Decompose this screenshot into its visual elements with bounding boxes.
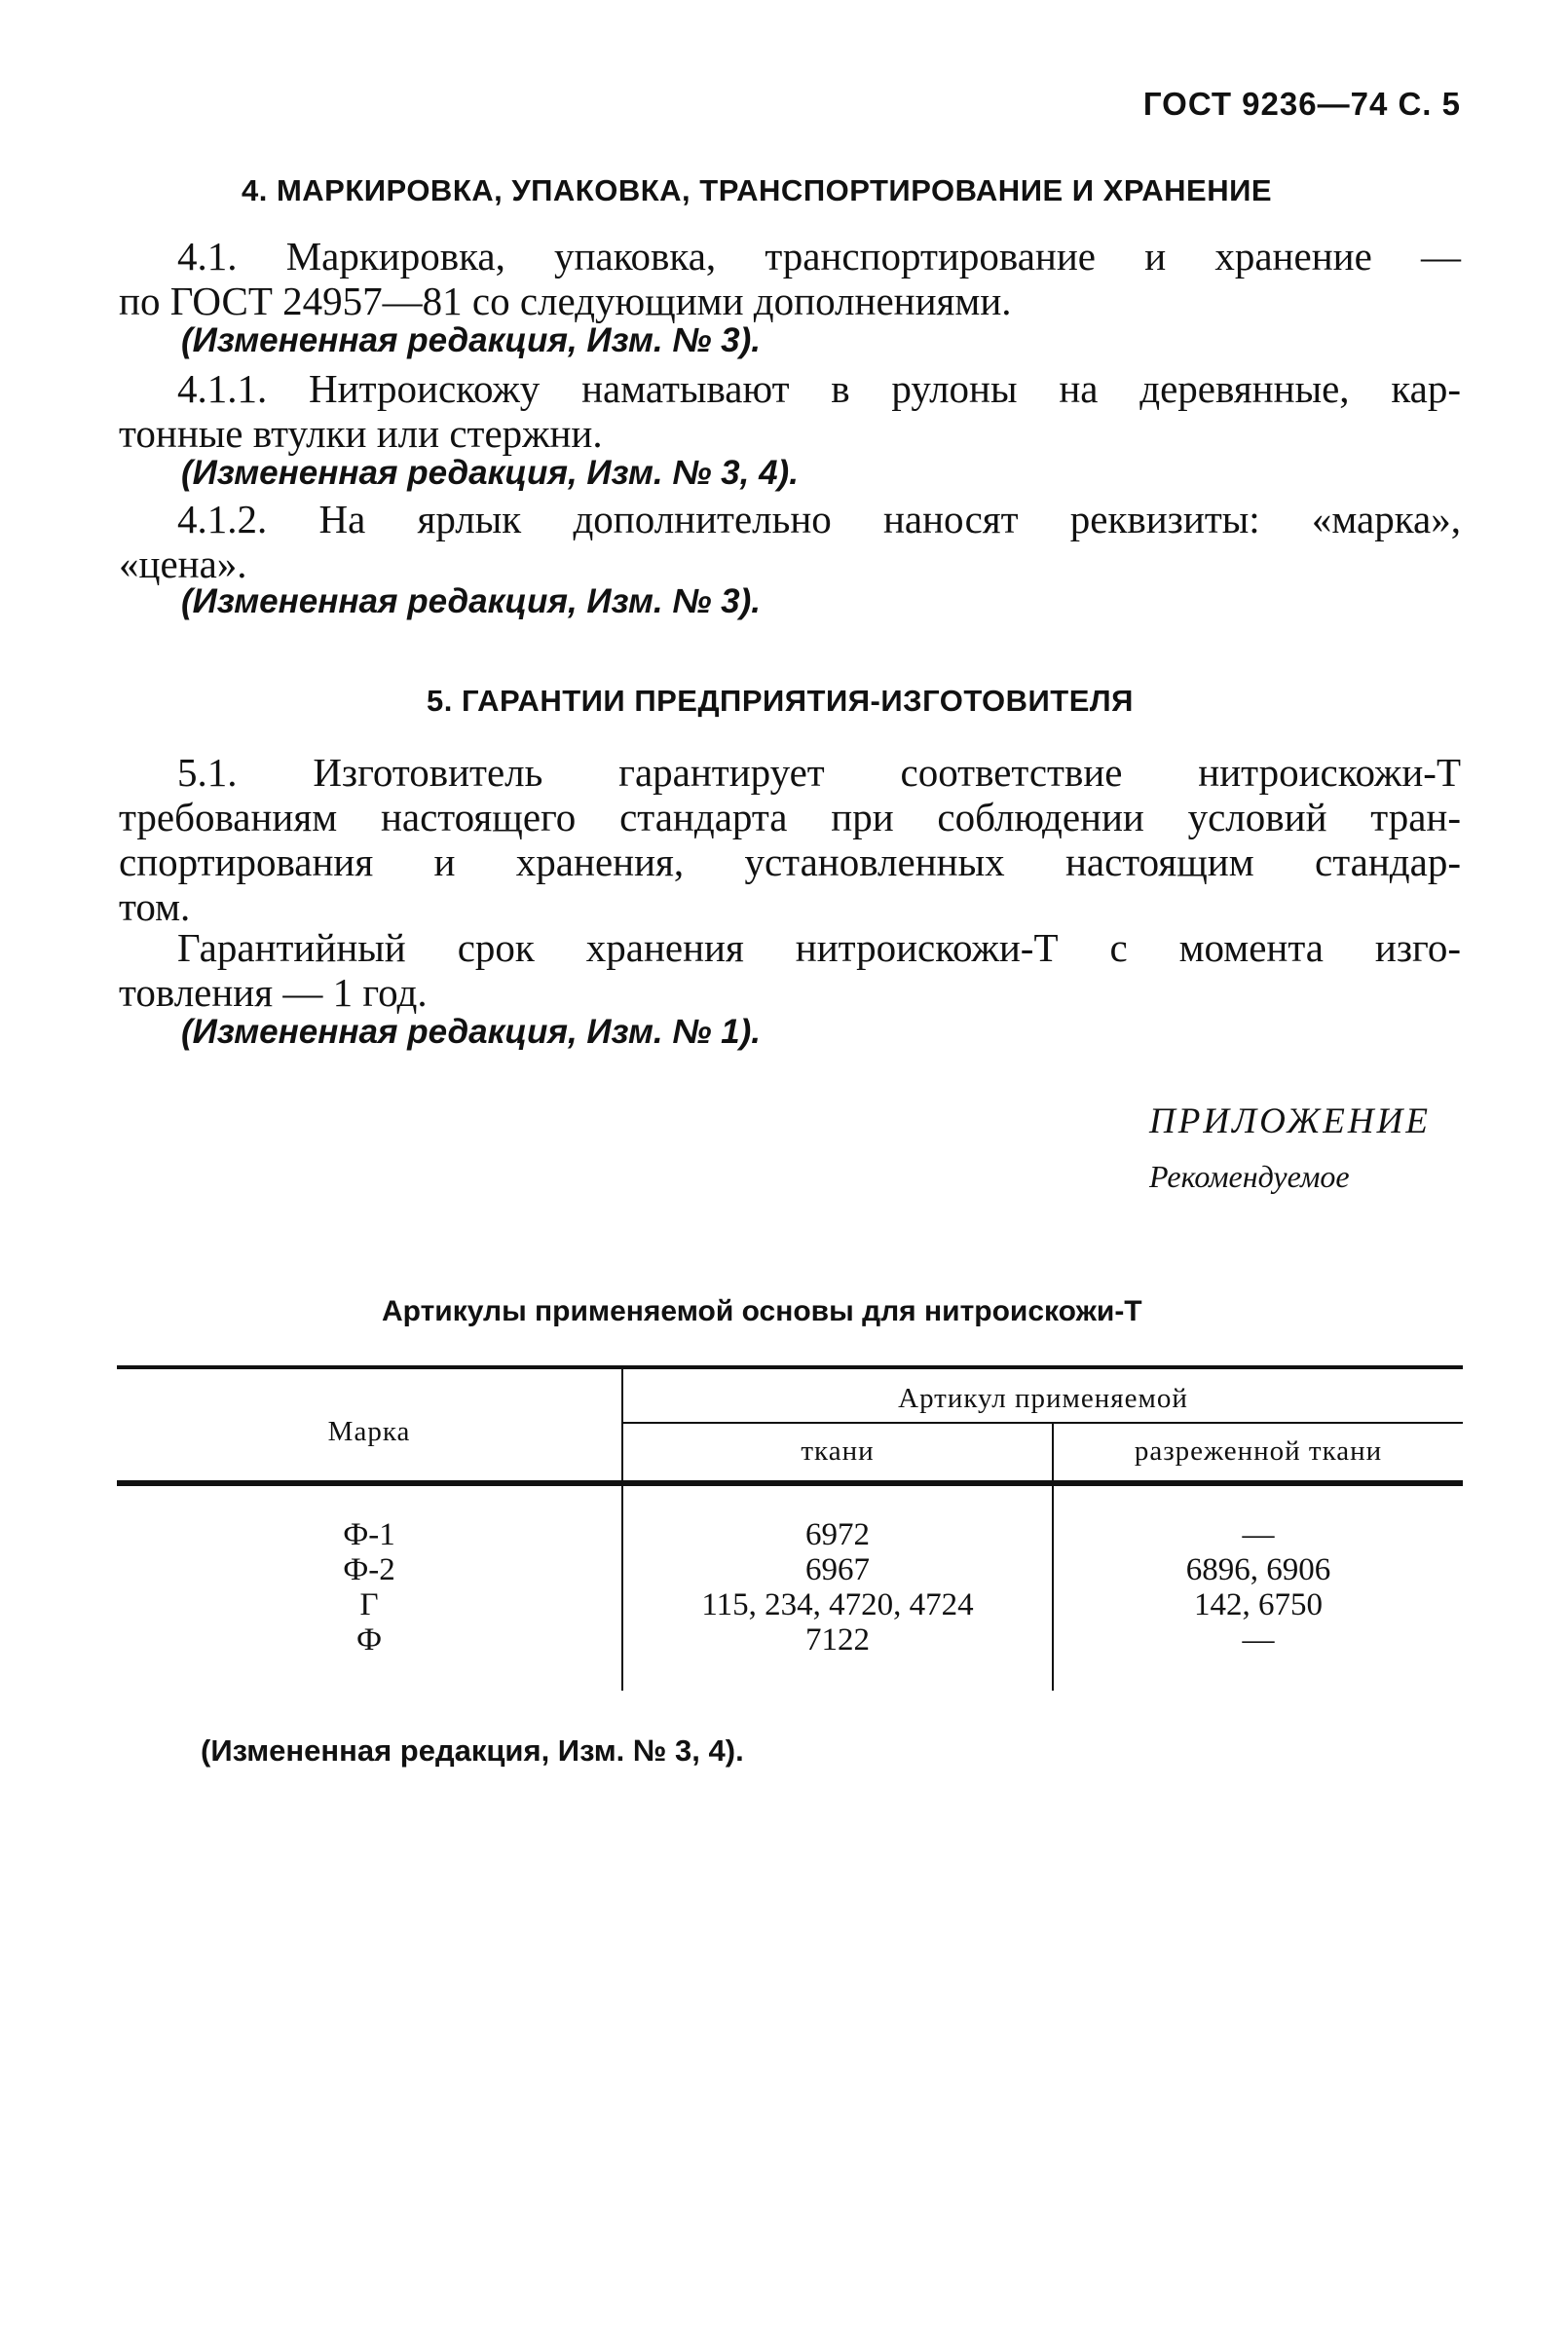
appendix-subtitle: Рекомендуемое [1149, 1159, 1350, 1194]
paragraph-line: спортирования и хранения, установленных настоящим стандар- [119, 839, 1461, 884]
paragraph-line: 5.1. Изготовитель гарантирует соответствие нитроискожи-Т [177, 750, 1461, 795]
table-cell: Ф [355, 1622, 383, 1658]
header-split-rule [623, 1422, 1463, 1424]
page-header: ГОСТ 9236—74 С. 5 [1142, 86, 1461, 122]
section-4-heading: 4. МАРКИРОВКА, УПАКОВКА, ТРАНСПОРТИРОВАНИЕ И ХРАНЕНИЕ [242, 173, 1273, 207]
revision-note: (Измененная редакция, Изм. № 3). [181, 582, 762, 620]
mark-column [117, 1517, 621, 1658]
paragraph-line: «цена». [119, 541, 247, 586]
revision-note: (Измененная редакция, Изм. № 3, 4). [181, 454, 799, 492]
table-cell: 7122 [805, 1622, 870, 1658]
paragraph-4-1 [119, 234, 1461, 323]
paragraph-4-1-2 [119, 497, 1461, 586]
table-cell: Ф-2 [343, 1552, 395, 1587]
paragraph-line: Гарантийный срок хранения нитроискожи-Т с момента изго- [177, 925, 1461, 970]
appendix-title: ПРИЛОЖЕНИЕ [1149, 1101, 1431, 1141]
column-header-group: Артикул применяемой [898, 1383, 1188, 1414]
table-cell: 6896, 6906 [1185, 1552, 1331, 1587]
table-cell: — [1242, 1622, 1275, 1658]
section-5-heading: 5. ГАРАНТИИ ПРЕДПРИЯТИЯ-ИЗГОТОВИТЕЛЯ [427, 684, 1134, 718]
articles-table [117, 1365, 1463, 1696]
paragraph-5-2 [119, 925, 1461, 1015]
column-header-mark: Марка [327, 1416, 411, 1447]
table-cell: 142, 6750 [1194, 1587, 1323, 1622]
paragraph-line: 4.1. Маркировка, упаковка, транспортирование и хранение — [177, 234, 1461, 279]
revision-note: (Измененная редакция, Изм. № 1). [181, 1013, 762, 1051]
revision-note-final: (Измененная редакция, Изм. № 3, 4). [201, 1733, 744, 1768]
revision-note: (Измененная редакция, Изм. № 3). [181, 321, 762, 359]
paragraph-4-1-1 [119, 366, 1461, 456]
sparse-column [1054, 1517, 1463, 1658]
column-header-fabric: ткани [801, 1435, 875, 1467]
table-cell: 6972 [805, 1517, 870, 1552]
paragraph-line: 4.1.2. На ярлык дополнительно наносят реквизиты: «марка», [177, 497, 1461, 541]
paragraph-line: требованиям настоящего стандарта при соблюдении условий тран- [119, 795, 1461, 839]
paragraph-line: тонные втулки или стержни. [119, 411, 603, 456]
table-cell: Ф-1 [343, 1517, 395, 1552]
column-header-sparse: разреженной ткани [1134, 1435, 1383, 1467]
table-top-rule [117, 1365, 1463, 1369]
paragraph-line: том. [119, 884, 191, 929]
paragraph-line: по ГОСТ 24957—81 со следующими дополнениями. [119, 279, 1012, 323]
table-cell: 6967 [805, 1552, 870, 1587]
paragraph-line: товления — 1 год. [119, 970, 428, 1015]
table-caption: Артикулы применяемой основы для нитроискожи-Т [382, 1295, 1142, 1327]
paragraph-5-1 [119, 750, 1461, 929]
table-cell: — [1242, 1517, 1275, 1552]
table-cell: 115, 234, 4720, 4724 [701, 1587, 974, 1622]
fabric-column [623, 1517, 1052, 1658]
table-cell: Г [359, 1587, 379, 1622]
paragraph-line: 4.1.1. Нитроискожу наматывают в рулоны на деревянные, кар- [177, 366, 1461, 411]
header-bottom-rule [117, 1480, 1463, 1486]
